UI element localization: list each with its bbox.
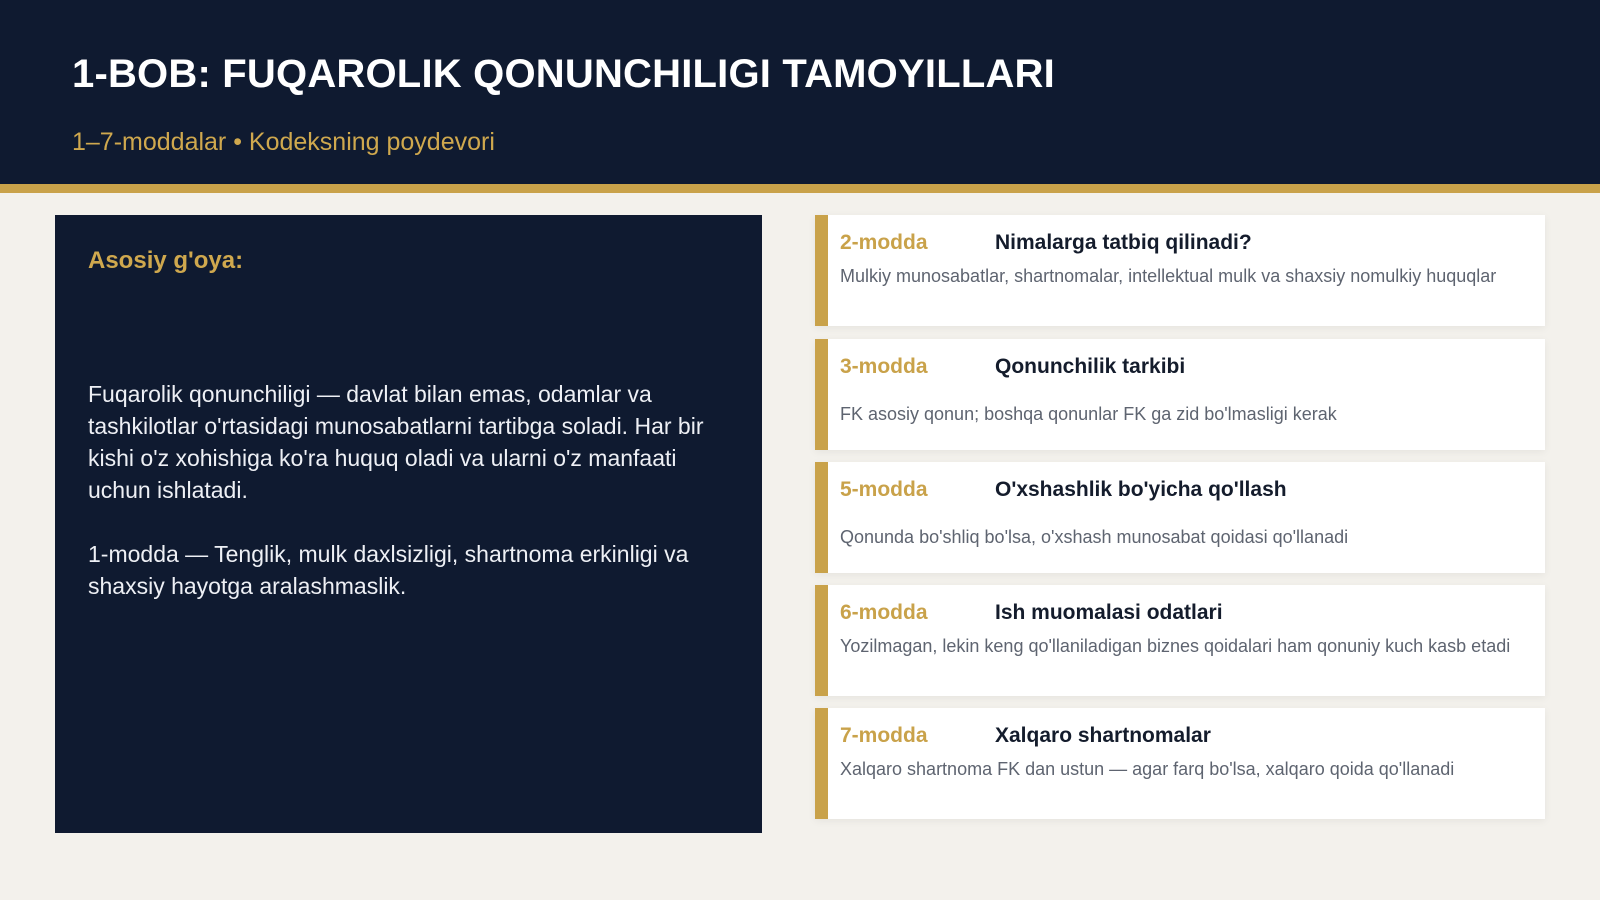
article-number: 7-modda (840, 724, 928, 747)
article-description: Xalqaro shartnoma FK dan ustun — agar farq bo'lsa, xalqaro qoida qo'llanadi (840, 759, 1455, 779)
page-subtitle: 1–7-moddalar • Kodeksning poydevori (72, 128, 495, 156)
article-card-3 (815, 339, 1545, 450)
article-card-2 (815, 215, 1545, 326)
article-card-7 (815, 708, 1545, 819)
article-description: Mulkiy munosabatlar, shartnomalar, intellektual mulk va shaxsiy nomulkiy huquqlar (840, 266, 1497, 286)
article-description: Yozilmagan, lekin keng qo'llaniladigan biznes qoidalari ham qonuniy kuch kasb etadi (840, 636, 1511, 656)
article-number: 5-modda (840, 478, 928, 501)
article-title: O'xshashlik bo'yicha qo'llash (995, 478, 1287, 501)
page-title: 1-BOB: FUQAROLIK QONUNCHILIGI TAMOYILLARI (72, 52, 1055, 96)
article-number: 6-modda (840, 601, 928, 624)
article-number: 3-modda (840, 355, 928, 378)
article-title: Ish muomalasi odatlari (995, 601, 1223, 624)
main-idea-paragraph: Fuqarolik qonunchiligi — davlat bilan emas, odamlar va tashkilotlar o'rtasidagi munosabatlarni tartibga soladi. Har bir kishi o'z xohishiga ko'ra huquq oladi va ularni o'z manfaati uchun ishlatadi. (88, 381, 704, 503)
article-card-6 (815, 585, 1545, 696)
main-idea-paragraph: 1-modda — Tenglik, mulk daxlsizligi, shartnoma erkinligi va shaxsiy hayotga aralashmaslik. (88, 541, 689, 599)
article-number: 2-modda (840, 231, 928, 254)
header-banner (0, 0, 1600, 184)
article-title: Qonunchilik tarkibi (995, 355, 1186, 378)
article-title: Nimalarga tatbiq qilinadi? (995, 231, 1252, 254)
article-title: Xalqaro shartnomalar (995, 724, 1211, 747)
article-description: FK asosiy qonun; boshqa qonunlar FK ga zid bo'lmasligi kerak (840, 404, 1337, 424)
main-idea-heading: Asosiy g'oya: (88, 247, 244, 274)
main-idea-panel (55, 215, 762, 833)
article-card-5 (815, 462, 1545, 573)
main-idea-body (88, 378, 738, 602)
header-divider (0, 184, 1600, 193)
article-description: Qonunda bo'shliq bo'lsa, o'xshash munosabat qoidasi qo'llanadi (840, 527, 1349, 547)
